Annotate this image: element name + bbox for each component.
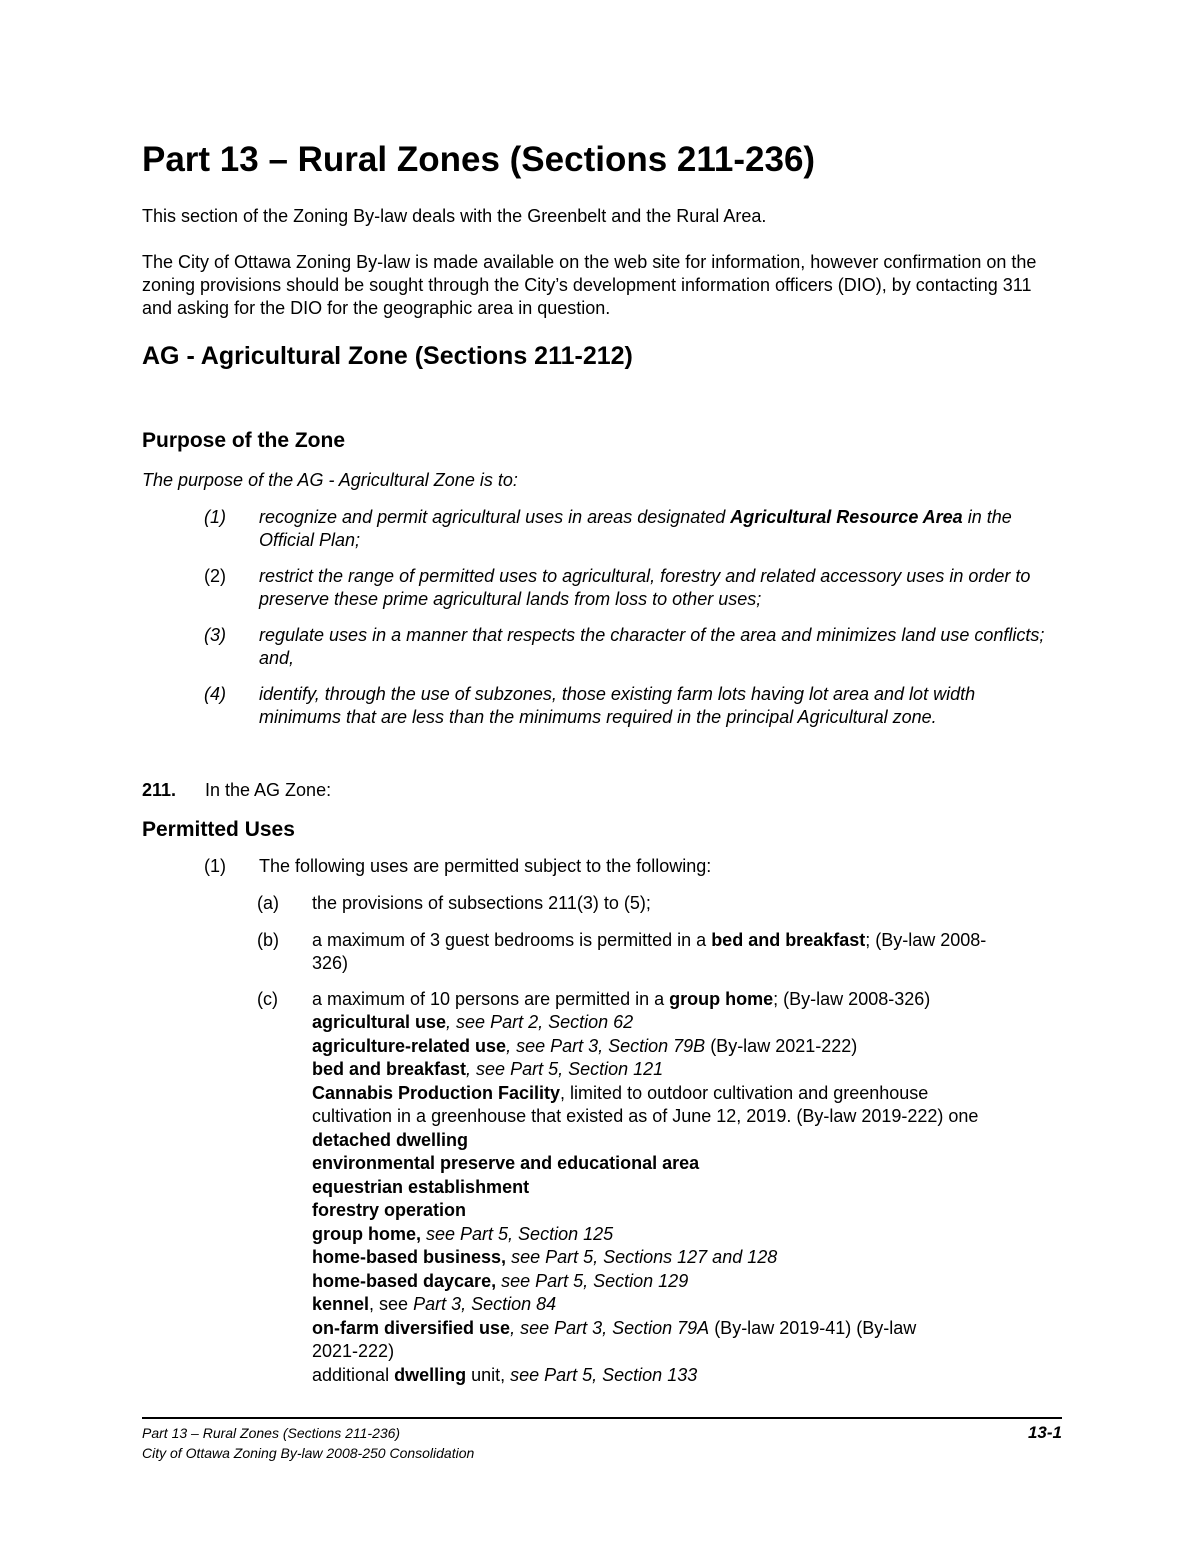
purpose-number: (1) bbox=[204, 507, 226, 527]
footer-bylaw-name: City of Ottawa Zoning By-law 2008-250 Consolidation bbox=[142, 1445, 475, 1461]
term-bold: Agricultural Resource Area bbox=[730, 507, 963, 527]
use-line: Cannabis Production Facility, limited to outdoor cultivation and greenhouse bbox=[312, 1082, 929, 1103]
intro-paragraph-2: The City of Ottawa Zoning By-law is made available on the web site for information, however confirmation on the zoning provisions should be sought through the City’s development information officers (DIO), by contacting 311 and asking for the DIO for the geographic area in question. bbox=[142, 252, 1037, 318]
intro-paragraph-1: This section of the Zoning By-law deals with the Greenbelt and the Rural Area. bbox=[142, 206, 767, 226]
purpose-intro: The purpose of the AG - Agricultural Zone is to: bbox=[142, 470, 518, 490]
use-line: bed and breakfast, see Part 5, Section 121 bbox=[312, 1059, 664, 1079]
purpose-number: (3) bbox=[204, 625, 226, 645]
permitted-uses-list bbox=[312, 1011, 1032, 1387]
use-line: detached dwelling bbox=[312, 1129, 469, 1150]
purpose-item: regulate uses in a manner that respects the character of the area and minimizes land use conflicts; and, bbox=[259, 625, 1045, 668]
purpose-item: recognize and permit agricultural uses in areas designated Agricultural Resource Area in the Official Plan; bbox=[259, 507, 1012, 550]
footer-part-title: Part 13 – Rural Zones (Sections 211-236) bbox=[142, 1425, 401, 1441]
use-line: 2021-222) bbox=[312, 1341, 395, 1361]
clause-letter: (a) bbox=[257, 893, 279, 913]
use-line: home-based business, see Part 5, Sections 127 and 128 bbox=[312, 1247, 778, 1267]
purpose-item: restrict the range of permitted uses to agricultural, forestry and related accessory uses in order to preserve these prime agricultural lands from loss to other uses; bbox=[259, 566, 1031, 609]
clause-text: the provisions of subsections 211(3) to (5); bbox=[312, 893, 651, 913]
purpose-item: identify, through the use of subzones, those existing farm lots having lot area and lot width minimums that are less than the minimums required in the principal Agricultural zone. bbox=[259, 684, 976, 727]
section-number: 211. bbox=[142, 780, 177, 800]
footer-divider bbox=[142, 1417, 1062, 1419]
use-line: forestry operation bbox=[312, 1200, 467, 1220]
use-line: additional dwelling unit, see Part 5, Section 133 bbox=[312, 1364, 698, 1385]
clause-text: a maximum of 3 guest bedrooms is permitted in a bed and breakfast; (By-law 2008-326) bbox=[312, 930, 987, 973]
section-text: In the AG Zone: bbox=[205, 780, 332, 800]
use-line: home-based daycare, see Part 5, Section 129 bbox=[312, 1270, 689, 1291]
use-line: environmental preserve and educational area bbox=[312, 1153, 700, 1173]
use-line: agriculture-related use, see Part 3, Section 79B (By-law 2021-222) bbox=[312, 1035, 858, 1056]
use-line: kennel, see Part 3, Section 84 bbox=[312, 1294, 557, 1314]
purpose-number: (4) bbox=[204, 684, 226, 704]
use-line: group home, see Part 5, Section 125 bbox=[312, 1223, 614, 1244]
zone-heading: AG - Agricultural Zone (Sections 211-212) bbox=[142, 342, 633, 370]
subsection-text: The following uses are permitted subject to the following: bbox=[259, 856, 712, 876]
clause-letter: (c) bbox=[257, 989, 278, 1009]
use-line: agricultural use, see Part 2, Section 62 bbox=[312, 1012, 634, 1032]
purpose-number: (2) bbox=[204, 566, 226, 586]
permitted-uses-heading: Permitted Uses bbox=[142, 818, 295, 841]
clause-letter: (b) bbox=[257, 930, 279, 950]
page-title: Part 13 – Rural Zones (Sections 211-236) bbox=[142, 140, 816, 179]
subsection-number: (1) bbox=[204, 856, 226, 876]
use-line: equestrian establishment bbox=[312, 1176, 530, 1197]
use-line: on-farm diversified use, see Part 3, Section 79A (By-law 2019-41) (By-law bbox=[312, 1317, 917, 1338]
purpose-heading: Purpose of the Zone bbox=[142, 429, 346, 452]
clause-text: a maximum of 10 persons are permitted in a group home; (By-law 2008-326) bbox=[312, 989, 931, 1009]
page-number: 13-1 bbox=[1027, 1423, 1062, 1442]
use-line: cultivation in a greenhouse that existed as of June 12, 2019. (By-law 2019-222) one bbox=[312, 1106, 979, 1126]
